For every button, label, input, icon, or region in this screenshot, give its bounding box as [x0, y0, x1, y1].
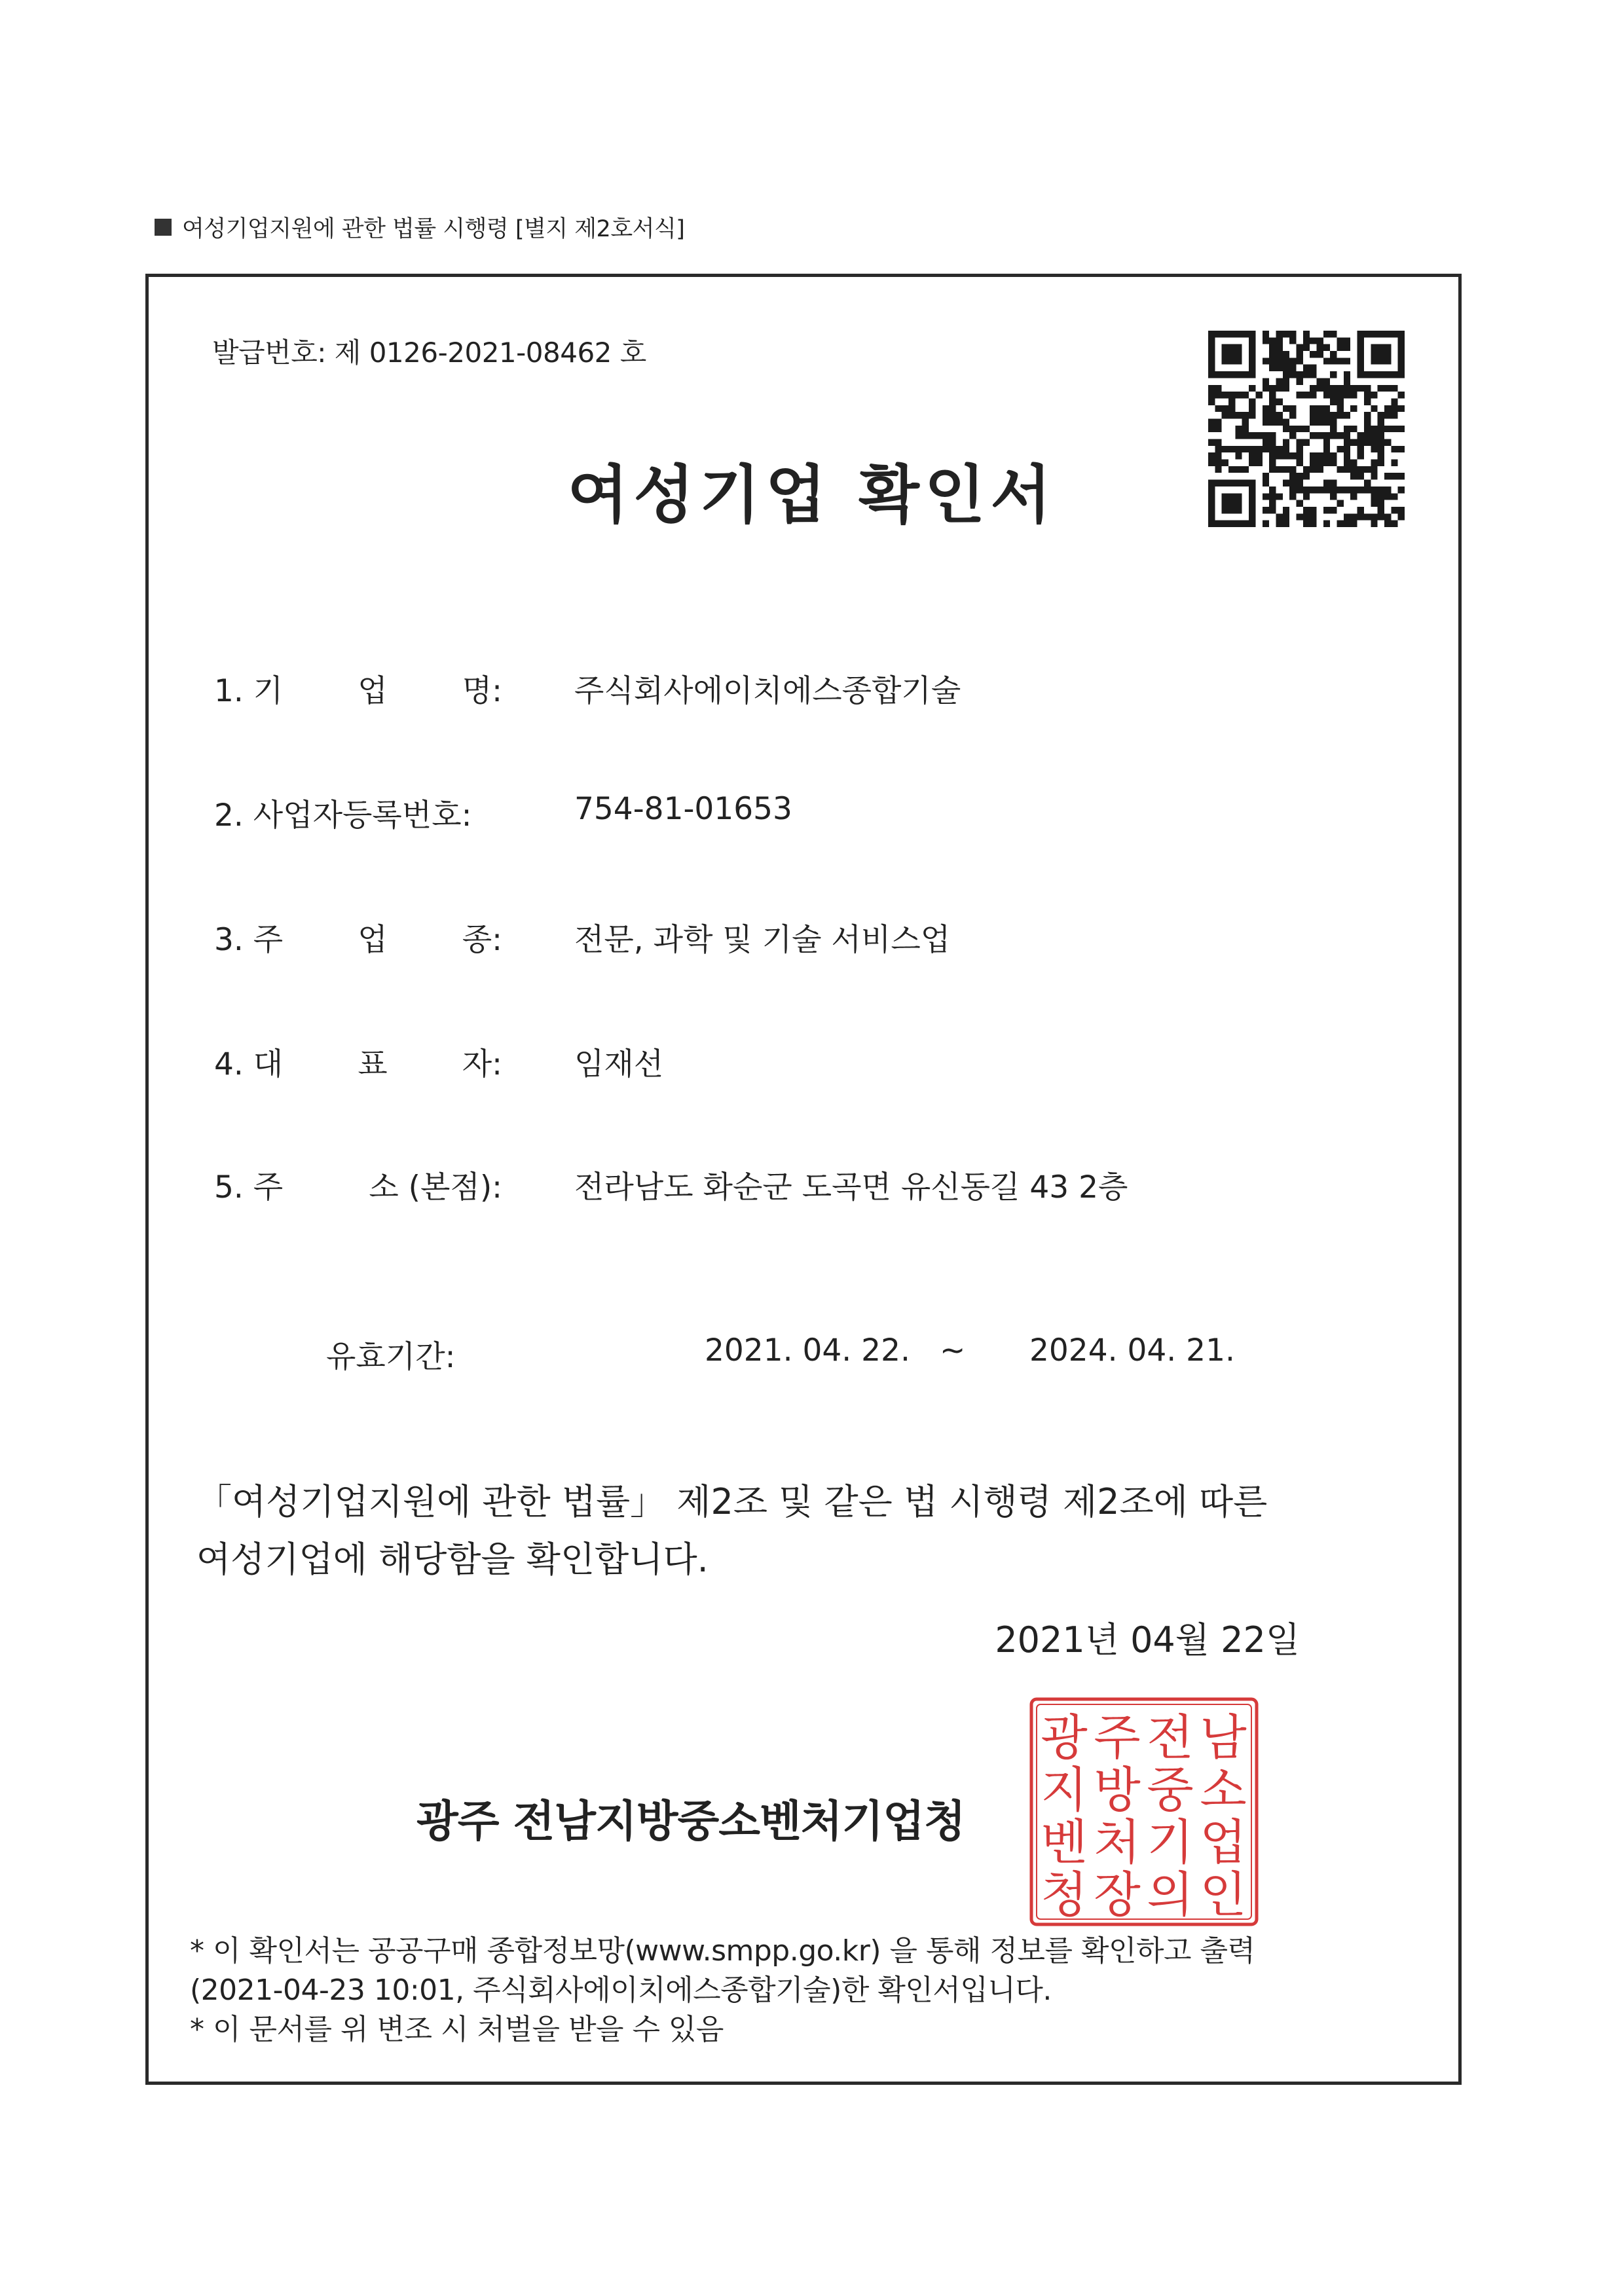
field-label	[214, 1163, 502, 1207]
field-address	[214, 1163, 1458, 1205]
seal-character: 인	[1200, 1867, 1247, 1923]
seal-character: 소	[1200, 1762, 1247, 1818]
seal-character: 지	[1041, 1762, 1088, 1818]
statement-line: 「여성기업지원에 관한 법률」 제2조 및 같은 법 시행령 제2조에 따른	[196, 1481, 1268, 1522]
field-business-registration-number	[214, 791, 1458, 834]
field-main-business-type	[214, 915, 1458, 958]
label-part: 3. 주	[214, 922, 284, 958]
label-part: 명:	[462, 673, 502, 709]
validity-label: 유효기간:	[326, 1339, 456, 1375]
seal-character: 청	[1041, 1867, 1088, 1923]
field-representative	[214, 1040, 1458, 1082]
seal-character: 광	[1041, 1710, 1088, 1766]
statement-line: 여성기업에 해당함을 확인합니다.	[196, 1539, 709, 1580]
field-value: 전문, 과학 및 기술 서비스업	[574, 922, 951, 958]
field-value: 임재선	[574, 1046, 664, 1082]
footnote-line: * 이 문서를 위 변조 시 처벌을 받을 수 있음	[190, 2013, 724, 2046]
square-bullet-icon	[155, 219, 172, 236]
seal-character: 업	[1200, 1814, 1247, 1871]
form-reference-text: 여성기업지원에 관한 법률 시행령 [별지 제2호서식]	[182, 216, 685, 242]
label-part: 1. 기	[214, 673, 284, 709]
label-part: 업	[358, 922, 388, 958]
seal-character: 기	[1147, 1814, 1194, 1871]
footnote-line: (2021-04-23 10:01, 주식회사에이치에스종합기술)한 확인서입니다.	[190, 1974, 1052, 2007]
field-label	[214, 791, 502, 835]
confirmation-statement	[196, 1473, 1310, 1588]
field-label	[214, 1040, 502, 1084]
seal-character: 방	[1094, 1762, 1141, 1818]
document-title: 여성기업 확인서	[567, 458, 1057, 532]
seal-character: 벤	[1041, 1814, 1088, 1871]
seal-character: 주	[1094, 1710, 1141, 1766]
validity-start-date: 2021. 04. 22.	[705, 1332, 910, 1368]
issuing-authority: 광주 전남지방중소벤처기업청	[416, 1796, 965, 1846]
validity-separator: ~	[940, 1332, 966, 1368]
field-value: 주식회사에이치에스종합기술	[574, 673, 961, 709]
seal-character: 중	[1147, 1762, 1194, 1818]
label-part: 종:	[462, 922, 502, 958]
seal-character: 의	[1147, 1867, 1194, 1923]
footnotes	[190, 1932, 1255, 2049]
issue-date: 2021년 04월 22일	[995, 1619, 1300, 1661]
footnote-line: * 이 확인서는 공공구매 종합정보망(www.smpp.go.kr) 을 통해 정보를 확인하고 출력	[190, 1934, 1255, 1968]
form-reference	[155, 211, 684, 244]
label-part: 4. 대	[214, 1046, 284, 1082]
field-label	[214, 667, 502, 710]
seal-character: 장	[1094, 1867, 1141, 1923]
field-label	[214, 915, 502, 959]
field-value: 754-81-01653	[574, 791, 792, 827]
seal-character: 전	[1147, 1710, 1194, 1766]
label-part: 업	[358, 673, 388, 709]
label-part: 표	[358, 1046, 388, 1082]
label-part: 5. 주	[214, 1169, 284, 1205]
official-seal-stamp	[1026, 1694, 1262, 1930]
label-part: 자:	[462, 1046, 502, 1082]
label-part: 소 (본점):	[369, 1169, 502, 1205]
seal-character: 남	[1200, 1710, 1247, 1766]
validity-end-date: 2024. 04. 21.	[1029, 1332, 1235, 1368]
field-value: 전라남도 화순군 도곡면 유신동길 43 2층	[574, 1169, 1128, 1205]
field-company-name	[214, 667, 1458, 709]
label-part: 2. 사업자등록번호:	[214, 798, 472, 834]
seal-character: 처	[1094, 1814, 1141, 1871]
issue-number: 발급번호: 제 0126-2021-08462 호	[212, 337, 646, 369]
